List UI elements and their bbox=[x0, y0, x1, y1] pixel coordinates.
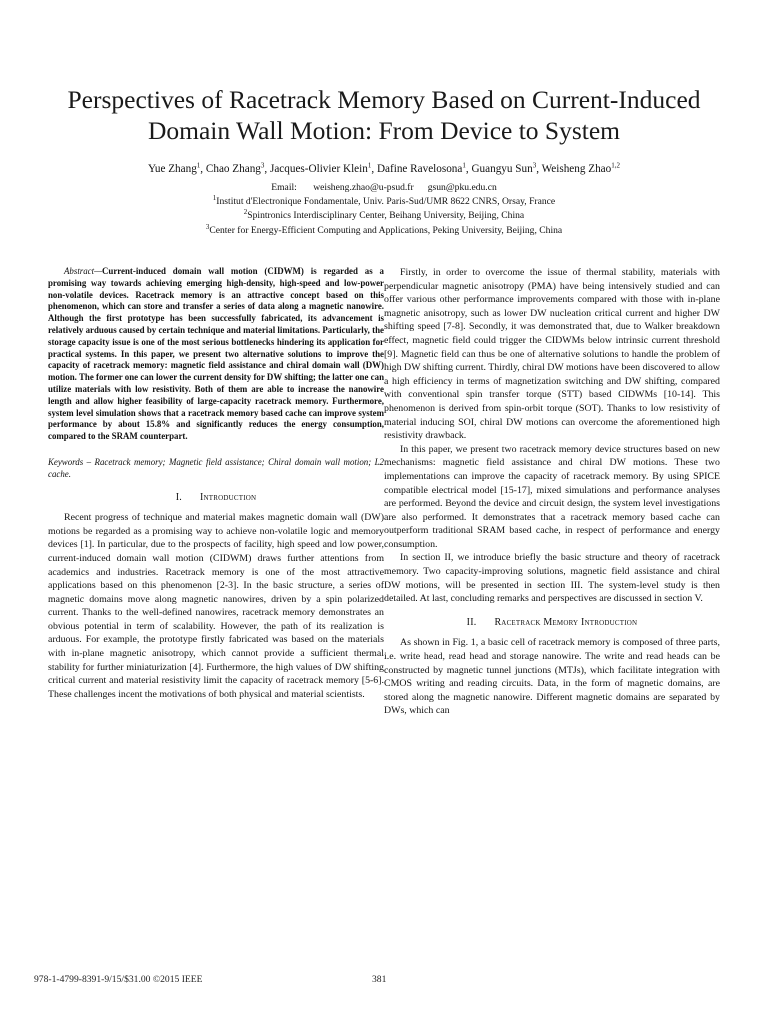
paragraph: In this paper, we present two racetrack memory device structures based on new mechanisms: magnetic field assistance and chiral DW motions. These two implementations can improve the capacity of racetrack memory. By using SPICE compatible electrical model [15-17], mixed simulations and performance analyses are performed. Beyond the device and circuit design, the system level investigations are also performed. It demonstrates that a racetrack memory based cache can outperform traditional SRAM based cache, in respect of performance and energy consumption. bbox=[384, 443, 720, 550]
email-line bbox=[40, 181, 728, 195]
section-title: Racetrack Memory Introduction bbox=[494, 616, 638, 628]
affiliation-text: Institut d'Electronique Fondamentale, Univ. Paris-Sud/UMR 8622 CNRS, Orsay, France bbox=[216, 196, 556, 208]
email-address-2: gsun@pku.edu.cn bbox=[427, 182, 497, 193]
keywords: Keywords – Racetrack memory; Magnetic field assistance; Chiral domain wall motion; L2 cache. bbox=[48, 456, 384, 479]
author-name: Yue Zhang bbox=[148, 163, 197, 175]
author-list: Yue Zhang$^1$, Chao Zhang$^3$, Jacques-Olivier Klein$^1$, Dafine Ravelosona$^1$, Guangyu Sun$^3$, Weisheng Zhao$^{1,2}$ bbox=[148, 161, 620, 175]
paragraph: In section II, we introduce briefly the basic structure and theory of racetrack memory. Two capacity-improving solutions, magnetic field assistance and chiral DW motions, will be presented in section III. The system-level study is then detailed. At last, concluding remarks and perspectives are discussed in section V. bbox=[384, 552, 720, 605]
author-name: Weisheng Zhao bbox=[541, 163, 612, 175]
author-name: Guangyu Sun bbox=[471, 163, 533, 175]
left-column bbox=[48, 266, 384, 701]
paragraph: Recent progress of technique and material makes magnetic domain wall (DW) motions be regarded as a promising way to achieve non-volatile logic and memory devices [1]. In particular, due to the prospects of facility, high speed and low power, current-induced domain wall motion (CIDWM) draws further attentions from academics and industries. Racetrack memory is one of the most attractive applications based on this phenomenon [2-3]. In the basic structure, a series of magnetic domains move along magnetic nanowires, driven by a spin polarized current. Thanks to the well-defined nanowires, racetrack memory demonstrates an obvious potential in term of scalability. However, the path of its realization is arduous. For example, the prototype firstly fabricated was based on the materials with in-plane magnetic anisotropy, which cannot provide a sufficient thermal stability for further miniaturization [4]. Furthermore, the high values of DW shifting critical current and material resistivity limit the capacity of racetrack memory [5-6]. These challenges incent the motivations of both physical and material scientists. bbox=[48, 512, 384, 700]
author-name: Dafine Ravelosona bbox=[376, 163, 463, 175]
copyright-code: 978-1-4799-8391-9/15/$31.00 ©2015 IEEE bbox=[34, 974, 203, 985]
affiliation-1 bbox=[40, 195, 728, 209]
section-number: II. bbox=[466, 616, 477, 628]
author-affil-mark: 3 bbox=[532, 161, 537, 170]
abstract-text: Current-induced domain wall motion (CIDWM) is regarded as a promising way towards achieving emerging high-density, high-speed and low-power non-volatile devices. Racetrack memory is an attractive concept based on this phenomenon, which can store and transfer a series of data along a magnetic nanowire. Although the first prototype has been successfully fabricated, its advancement is relatively arduous caused by certain technique and material limitations. Particularly, the storage capacity issue is one of the most serious bottlenecks hindering its application for practical systems. In this paper, we present two alternative solutions to improve the capacity of racetrack memory: magnetic field assistance and chiral domain wall (DW) motion. The former one can lower the current density for DW shifting; the latter one can utilize materials with low resistivity. Both of them are able to increase the nanowire length and allow higher feasibility of large-capacity racetrack memory. Furthermore, system level simulation shows that a racetrack memory based cache can improve system performance by about 15.8% and significantly reduces the energy consumption, compared to the SRAM counterpart. bbox=[48, 266, 384, 442]
author-affil-mark: 3 bbox=[260, 161, 265, 170]
right-column bbox=[384, 266, 720, 718]
affiliation-3 bbox=[40, 224, 728, 238]
affiliations-block bbox=[40, 181, 728, 238]
affiliation-mark: 2 bbox=[243, 208, 248, 217]
affiliation-text: Center for Energy-Efficient Computing and Applications, Peking University, Beijing, China bbox=[209, 224, 563, 236]
author-affil-mark: 1 bbox=[462, 161, 466, 170]
email-address-1: weisheng.zhao@u-psud.fr bbox=[313, 182, 414, 193]
paper-title: Perspectives of Racetrack Memory Based on Current-Induced Domain Wall Motion: From Device to System bbox=[67, 85, 701, 145]
section-heading-racetrack bbox=[384, 616, 720, 630]
affiliation-text: Spintronics Interdisciplinary Center, Beihang University, Beijing, China bbox=[247, 210, 525, 222]
author-affil-mark: 1 bbox=[367, 161, 372, 170]
paragraph: Firstly, in order to overcome the issue of thermal stability, materials with perpendicular magnetic anisotropy (PMA) have being intensively studied and can offer various other performance improvements compared with those with in-plane magnetic anisotropy, such as lower DW nucleation critical current and higher DW shifting speed [7-8]. Secondly, it was demonstrated that, due to Walker breakdown effect, magnetic field could trigger the CIDWMs below intrinsic current threshold [9]. Magnetic field can thus be one of alternative solutions to handle the problem of high DW shifting current. Thirdly, chiral DW motions have been discovered to allow a high efficiency in terms of magnetization switching and DW shifting, compared with conventional spin transfer torque (STT) based CIDWMs [10-14]. This phenomenon is derived from spin-orbit torque (SOT). Thanks to low resistivity of material inducing SOI, chiral DW motions can overcome the aforementioned high resistivity drawback. bbox=[384, 267, 720, 442]
author-name: Jacques-Olivier Klein bbox=[269, 163, 368, 175]
affiliation-mark: 3 bbox=[205, 222, 210, 231]
paragraph: As shown in Fig. 1, a basic cell of racetrack memory is composed of three parts, i.e. write head, read head and storage nanowire. The write and read heads can be constructed by magnetic tunnel junctions (MTJs), which facilitate integration with CMOS writing and reading circuits. Data, in the form of magnetic domains, are stored along the magnetic nanowire. Different magnetic domains are separated by DWs, which can bbox=[384, 637, 720, 717]
abstract bbox=[48, 266, 384, 443]
affiliation-mark: 1 bbox=[212, 194, 217, 203]
author-affil-mark: 1 bbox=[196, 161, 201, 170]
abstract-label: Abstract— bbox=[64, 266, 102, 276]
section-title: Introduction bbox=[199, 491, 257, 503]
section-number: I. bbox=[175, 491, 182, 503]
author-name: Chao Zhang bbox=[205, 163, 261, 175]
section-heading-introduction bbox=[48, 491, 384, 505]
email-label: Email: bbox=[271, 182, 297, 193]
affiliation-2 bbox=[40, 209, 728, 223]
author-affil-mark: 1,2 bbox=[611, 161, 620, 170]
page-number: 381 bbox=[372, 974, 387, 985]
